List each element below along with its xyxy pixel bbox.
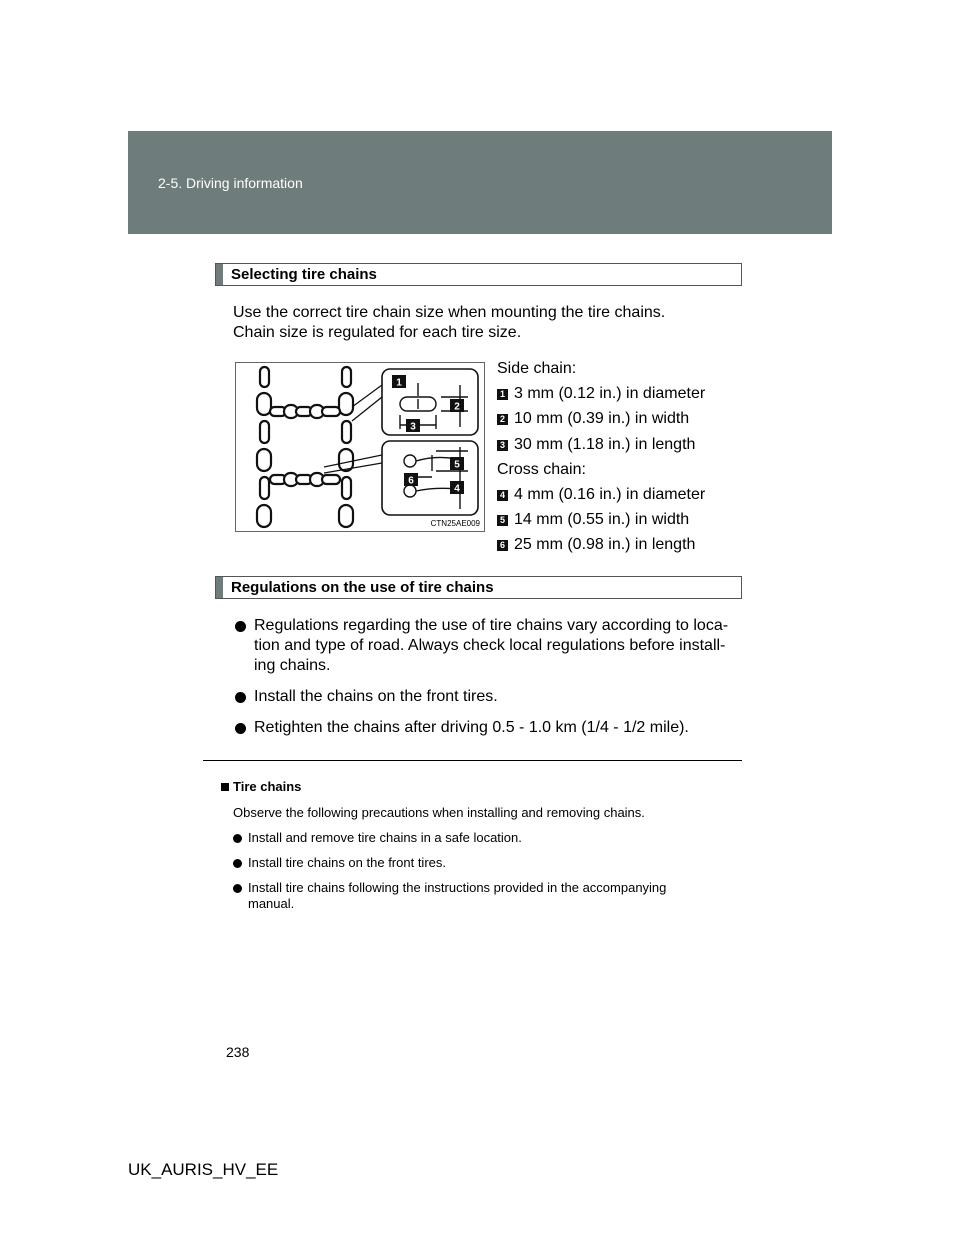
spec-item: [497, 406, 747, 431]
bullet-dot-icon: [235, 723, 246, 734]
spec-item: [497, 482, 747, 507]
note-bullet-line: manual.: [248, 896, 295, 911]
note-title-text: Tire chains: [233, 779, 302, 794]
note-text: Observe the following precautions when installing and removing chains.: [233, 805, 645, 820]
regulation-bullet: [235, 718, 745, 738]
bullet-line: Retighten the chains after driving 0.5 - 1.0 km (1/4 - 1/2 mile).: [254, 719, 689, 736]
bullet-line: Regulations regarding the use of tire chains vary according to loca-: [254, 617, 729, 634]
intro-line-1: Use the correct tire chain size when mounting the tire chains.: [233, 304, 666, 321]
tire-chains-note: [221, 779, 741, 912]
section-title-selecting: Selecting tire chains: [231, 266, 377, 283]
intro-line-2: Chain size is regulated for each tire size.: [233, 324, 522, 341]
spec-number-badge: 4: [497, 490, 508, 501]
spec-text: 10 mm (0.39 in.) in width: [514, 410, 690, 428]
note-bullet-line: Install tire chains following the instructions provided in the accompanying: [248, 880, 667, 895]
section-title-regulations: Regulations on the use of tire chains: [231, 579, 494, 596]
bullet-dot-icon: [233, 834, 242, 843]
section-bar-accent: [216, 264, 223, 285]
section-bar-selecting: [215, 263, 742, 286]
bullet-line: Install the chains on the front tires.: [254, 688, 498, 705]
tire-chain-figure: [235, 362, 485, 532]
svg-text:3: 3: [410, 421, 416, 433]
figure-code: CTN25AE009: [430, 519, 480, 528]
bullet-dot-icon: [235, 621, 246, 632]
section-divider: [203, 760, 742, 761]
svg-text:1: 1: [396, 377, 402, 389]
figure-callout-2: [450, 399, 464, 413]
figure-callout-4: [450, 481, 464, 495]
note-title: [221, 779, 741, 795]
figure-callout-3: [406, 419, 420, 433]
bullet-line: tion and type of road. Always check local regulations before install-: [254, 637, 726, 654]
spec-item: [497, 432, 747, 457]
regulation-bullet: [235, 687, 745, 707]
note-bullet: [221, 880, 741, 912]
svg-text:5: 5: [454, 459, 460, 471]
section-bar-accent: [216, 577, 223, 598]
cross-chain-label: Cross chain:: [497, 460, 586, 478]
spec-number-badge: 3: [497, 440, 508, 451]
side-chain-label: Side chain:: [497, 360, 577, 377]
spec-text: 4 mm (0.16 in.) in diameter: [514, 485, 706, 503]
svg-text:2: 2: [454, 401, 460, 413]
spec-text: 14 mm (0.55 in.) in width: [514, 511, 690, 529]
spec-item: [497, 507, 747, 532]
header-section-title: 2-5. Driving information: [158, 175, 303, 191]
page-number: 238: [226, 1044, 250, 1060]
spec-number-badge: 5: [497, 515, 508, 526]
spec-text: 3 mm (0.12 in.) in diameter: [514, 385, 706, 403]
header-band: [128, 131, 832, 234]
spec-item: [497, 381, 747, 406]
spec-item: [497, 532, 747, 557]
note-bullet-line: Install and remove tire chains in a safe location.: [248, 830, 522, 845]
bullet-dot-icon: [233, 859, 242, 868]
bullet-dot-icon: [233, 884, 242, 893]
regulation-bullet: [235, 616, 745, 676]
note-bullet: [221, 855, 741, 871]
spec-text: 30 mm (1.18 in.) in length: [514, 435, 696, 453]
spec-number-badge: 1: [497, 389, 508, 400]
square-bullet-icon: [221, 783, 229, 791]
spec-number-badge: 2: [497, 414, 508, 425]
note-bullet: [221, 830, 741, 846]
tire-chain-illustration: [236, 363, 484, 531]
bullet-line: ing chains.: [254, 657, 331, 674]
section-bar-regulations: [215, 576, 742, 599]
chain-spec-list: [497, 356, 747, 558]
bullet-dot-icon: [235, 692, 246, 703]
regulation-bullet-list: [235, 616, 745, 749]
figure-callout-5: [450, 457, 464, 471]
figure-callout-1: [392, 375, 406, 389]
document-code: UK_AURIS_HV_EE: [128, 1160, 279, 1179]
svg-text:4: 4: [454, 483, 460, 495]
svg-text:6: 6: [408, 475, 414, 487]
figure-callout-6: [404, 473, 418, 487]
spec-text: 25 mm (0.98 in.) in length: [514, 536, 696, 554]
note-bullet-line: Install tire chains on the front tires.: [248, 855, 446, 870]
spec-number-badge: 6: [497, 540, 508, 551]
